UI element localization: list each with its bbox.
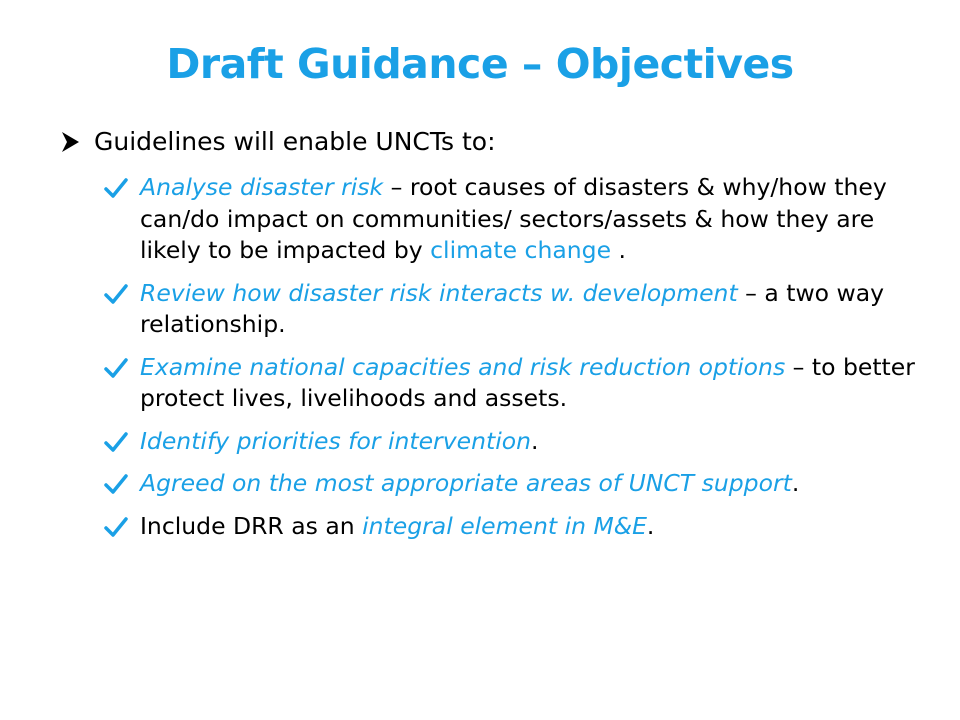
list-item xyxy=(104,468,924,500)
item-text: . xyxy=(531,426,539,455)
item-highlight: integral element in M&E xyxy=(362,511,647,540)
checkmark-icon xyxy=(104,473,128,495)
item-text: – to better protect lives, livelihoods and assets. xyxy=(140,352,915,412)
slide-title: Draft Guidance – Objectives xyxy=(166,40,794,88)
list-item xyxy=(104,511,924,543)
checkmark-icon xyxy=(104,431,128,453)
main-bullet-text: Guidelines will enable UNCTs to: xyxy=(94,127,496,156)
checkmark-icon xyxy=(104,283,128,305)
arrowhead-icon xyxy=(60,131,80,153)
item-highlight: Review how disaster risk interacts w. development xyxy=(140,278,738,307)
item-text: – a two way relationship. xyxy=(140,278,885,338)
checkmark-icon xyxy=(104,357,128,379)
list-item xyxy=(104,426,924,458)
item-text: . xyxy=(646,511,655,540)
objectives-list xyxy=(104,172,924,553)
list-item xyxy=(104,352,924,415)
item-text: – root causes of disasters & why/how they can/do impact on communities/ sectors/assets & how they are likely to be impacted by xyxy=(140,173,887,264)
item-highlight: Identify priorities for intervention xyxy=(140,426,531,455)
item-prefix: Include DRR as an xyxy=(140,511,363,540)
item-highlight-secondary: climate change xyxy=(430,236,612,264)
item-text: . xyxy=(791,469,800,497)
item-tail: . xyxy=(611,236,626,264)
list-item xyxy=(104,278,924,341)
item-highlight: Agreed on the most appropriate areas of UNCT support xyxy=(140,469,792,497)
checkmark-icon xyxy=(104,177,128,199)
item-highlight: Examine national capacities and risk reduction options xyxy=(140,352,786,381)
list-item xyxy=(104,172,924,267)
item-highlight: Analyse disaster risk xyxy=(140,173,384,201)
main-bullet xyxy=(60,127,496,156)
checkmark-icon xyxy=(104,516,128,538)
